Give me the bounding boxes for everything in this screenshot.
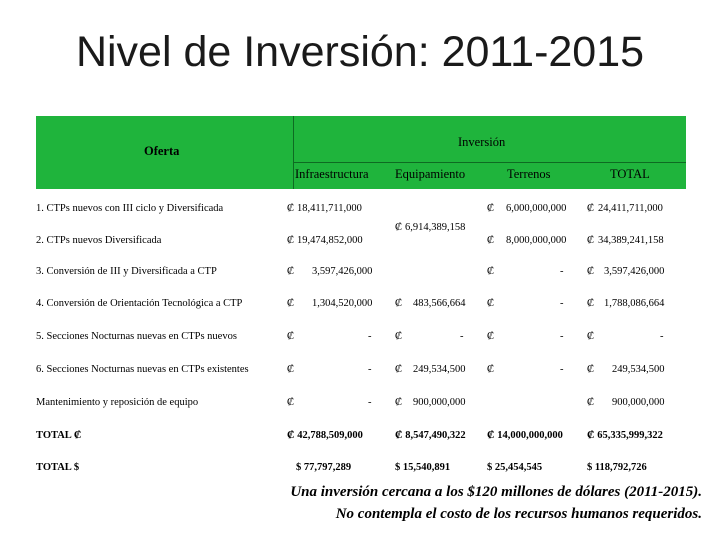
cell-total: 34,389,241,158 (598, 235, 664, 246)
currency-symbol: ₡ (395, 298, 403, 309)
cell-infra: 3,597,426,000 (312, 266, 373, 277)
cell-terrenos: - (560, 266, 564, 277)
total-colones-terrenos: ₡ 14,000,000,000 (487, 430, 563, 441)
currency-symbol: ₡ (287, 203, 295, 214)
cell-equip: 483,566,664 (413, 298, 466, 309)
currency-symbol: ₡ (587, 397, 595, 408)
row-label: 6. Secciones Nocturnas nuevas en CTPs existentes (36, 364, 249, 375)
total-dollars-equip: $ 15,540,891 (395, 462, 451, 473)
currency-symbol: ₡ (587, 331, 595, 342)
cell-infra: - (368, 364, 372, 375)
cell-total: 249,534,500 (612, 364, 665, 375)
cell-equip: 900,000,000 (413, 397, 466, 408)
currency-symbol: ₡ (395, 331, 403, 342)
total-dollars-label: TOTAL $ (36, 462, 80, 473)
currency-symbol: ₡ (487, 331, 495, 342)
cell-equip-merged: 6,914,389,158 (405, 222, 466, 233)
header-inversion: Inversión (458, 135, 506, 149)
cell-equip: - (460, 331, 464, 342)
total-colones-infra: ₡ 42,788,509,000 (287, 430, 363, 441)
header-divider (293, 116, 294, 189)
cell-total: - (660, 331, 664, 342)
cell-total: 900,000,000 (612, 397, 665, 408)
currency-symbol: ₡ (287, 397, 295, 408)
currency-symbol: ₡ (487, 364, 495, 375)
header-infraestructura: Infraestructura (295, 167, 369, 181)
cell-total: 3,597,426,000 (604, 266, 665, 277)
header-equipamiento: Equipamiento (395, 167, 466, 181)
row-label: 1. CTPs nuevos con III ciclo y Diversificada (36, 203, 224, 214)
cell-terrenos: - (560, 364, 564, 375)
currency-symbol: ₡ (395, 364, 403, 375)
row-label: 2. CTPs nuevos Diversificada (36, 235, 162, 246)
currency-symbol: ₡ (287, 298, 295, 309)
currency-symbol: ₡ (487, 266, 495, 277)
cell-terrenos: 6,000,000,000 (506, 203, 567, 214)
footer-note-1: Una inversión cercana a los $120 millones de dólares (2011-2015). (290, 484, 702, 500)
currency-symbol: ₡ (587, 235, 595, 246)
cell-terrenos: - (560, 331, 564, 342)
cell-infra: 18,411,711,000 (297, 203, 362, 214)
currency-symbol: ₡ (287, 266, 295, 277)
currency-symbol: ₡ (587, 298, 595, 309)
cell-total: 24,411,711,000 (598, 203, 663, 214)
currency-symbol: ₡ (587, 203, 595, 214)
cell-infra: - (368, 331, 372, 342)
currency-symbol: ₡ (587, 266, 595, 277)
total-colones-equip: ₡ 8,547,490,322 (395, 430, 466, 441)
currency-symbol: ₡ (287, 331, 295, 342)
currency-symbol: ₡ (395, 222, 403, 233)
cell-equip: 249,534,500 (413, 364, 466, 375)
currency-symbol: ₡ (395, 397, 403, 408)
currency-symbol: ₡ (287, 235, 295, 246)
cell-terrenos: 8,000,000,000 (506, 235, 567, 246)
page-title: Nivel de Inversión: 2011-2015 (75, 28, 645, 76)
footer-note-2: No contempla el costo de los recursos humanos requeridos. (335, 506, 702, 522)
header-total: TOTAL (610, 167, 650, 181)
total-colones-label: TOTAL ₡ (36, 430, 82, 441)
cell-terrenos: - (560, 298, 564, 309)
currency-symbol: ₡ (487, 298, 495, 309)
total-dollars-terrenos: $ 25,454,545 (487, 462, 543, 473)
row-label: 4. Conversión de Orientación Tecnológica a CTP (36, 298, 243, 309)
header-oferta: Oferta (144, 144, 180, 158)
header-divider-horizontal (293, 162, 686, 163)
total-dollars-infra: $ 77,797,289 (296, 462, 352, 473)
currency-symbol: ₡ (487, 235, 495, 246)
row-label: Mantenimiento y reposición de equipo (36, 397, 199, 408)
currency-symbol: ₡ (487, 203, 495, 214)
row-label: 3. Conversión de III y Diversificada a CTP (36, 266, 217, 277)
currency-symbol: ₡ (287, 364, 295, 375)
total-dollars-total: $ 118,792,726 (587, 462, 647, 473)
cell-infra: 1,304,520,000 (312, 298, 373, 309)
total-colones-total: ₡ 65,335,999,322 (587, 430, 663, 441)
currency-symbol: ₡ (587, 364, 595, 375)
cell-total: 1,788,086,664 (604, 298, 665, 309)
header-terrenos: Terrenos (507, 167, 551, 181)
cell-infra: 19,474,852,000 (297, 235, 363, 246)
row-label: 5. Secciones Nocturnas nuevas en CTPs nuevos (36, 331, 237, 342)
cell-infra: - (368, 397, 372, 408)
